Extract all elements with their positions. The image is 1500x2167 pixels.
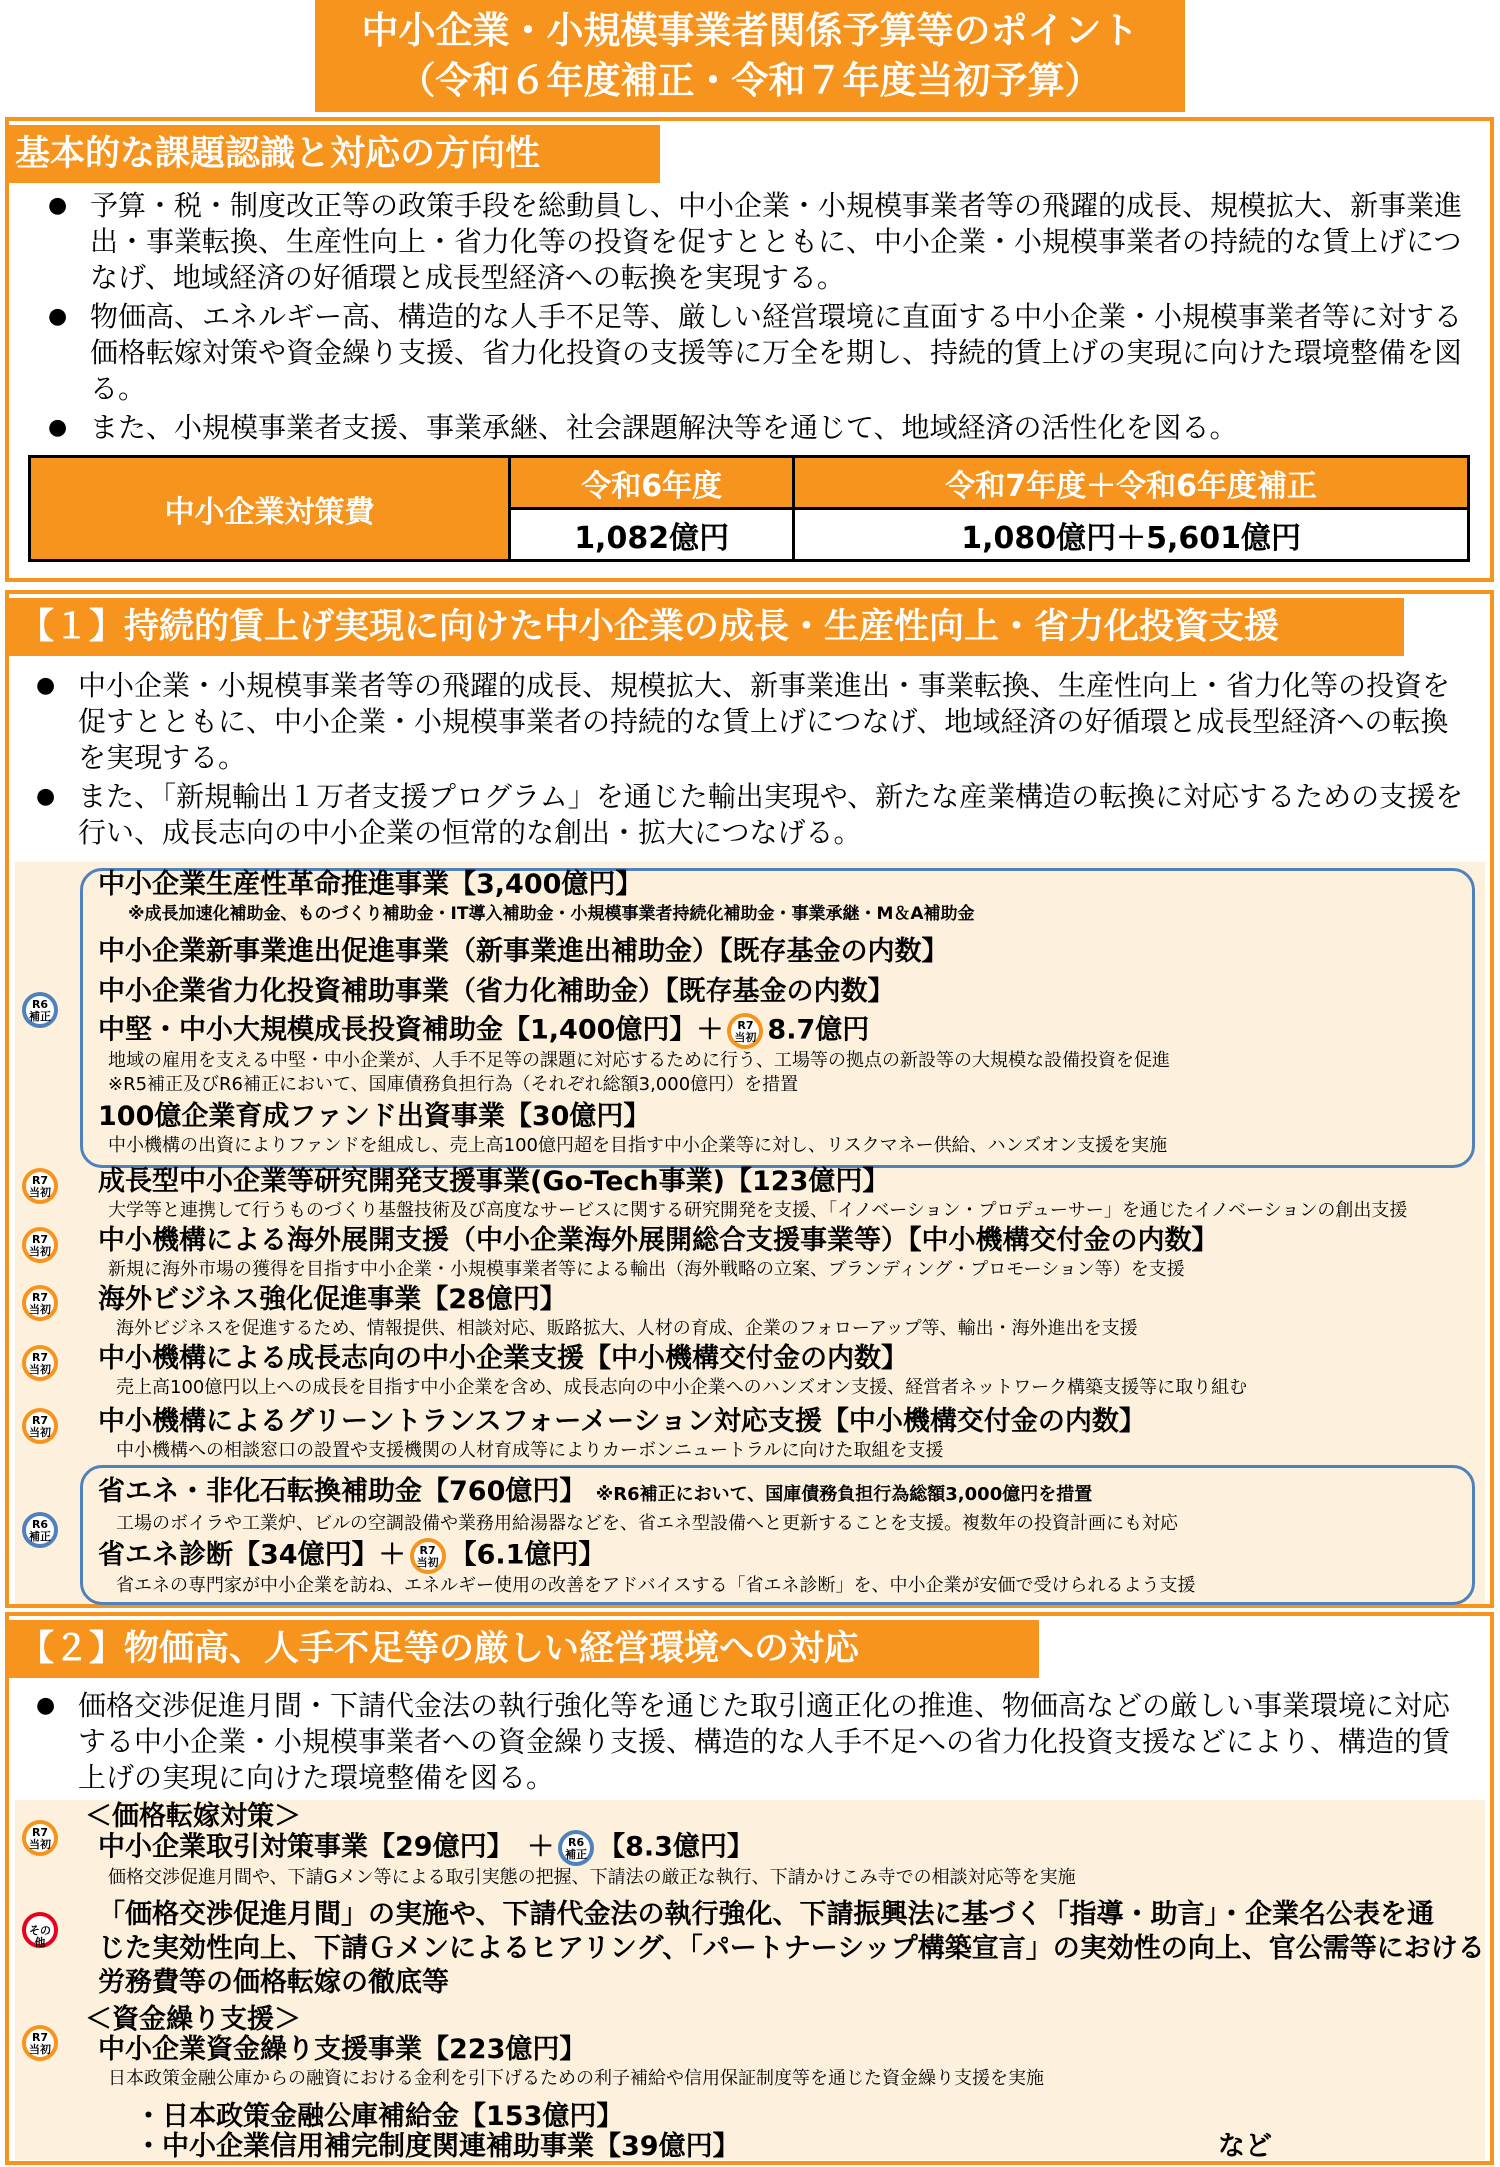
item-fund bbox=[98, 1100, 1167, 1158]
budget-col2-head: 令和7年度＋令和6年度補正 bbox=[794, 457, 1469, 509]
etc-label: など bbox=[1218, 2131, 1272, 2162]
r7-badge: R7 当初 bbox=[22, 1345, 58, 1381]
basic-bullets bbox=[40, 188, 1470, 449]
item-desc: 大学等と連携して行うものづくり基盤技術及び高度なサービスに関する研究開発を支援、「イノベーション・プロデューサー」を通じたイノベーションの創出支援 bbox=[108, 1200, 1408, 1221]
item-title: 中小企業取引対策事業【29億円】 ＋ bbox=[98, 1831, 555, 1863]
basic-heading: 基本的な課題認識と対応の方向性 bbox=[5, 125, 660, 183]
item-title: 中小企業資金繰り支援事業【223億円】 bbox=[98, 2034, 587, 2065]
budget-row-label: 中小企業対策費 bbox=[30, 457, 510, 561]
item-desc: 価格交渉促進月間や、下請Gメン等による取引実態の把握、下請法の厳正な執行、下請かけこみ寺での相談対応等を実施 bbox=[108, 1867, 1076, 1888]
item-desc: 売上高100億円以上への成長を目指す中小企業を含め、成長志向の中小企業へのハンズオン支援、経営者ネットワーク構築支援等に取り組む bbox=[116, 1377, 1248, 1398]
item-title-extra: 8.7億円 bbox=[767, 1014, 870, 1046]
budget-table bbox=[28, 455, 1470, 562]
item-energy-diagnosis bbox=[98, 1538, 1195, 1598]
sub-item-credit: ・中小企業信用補完制度関連補助事業【39億円】 bbox=[135, 2131, 740, 2162]
item-desc: 地域の雇用を支える中堅・中小企業が、人手不足等の課題に対応するために行う、工場等の拠点の新設等の大規模な設備投資を促進 bbox=[108, 1050, 1170, 1071]
item-title: 中小機構によるグリーントランスフォーメーション対応支援【中小機構交付金の内数】 bbox=[98, 1406, 1146, 1437]
item-transaction-measures bbox=[98, 1830, 1076, 1890]
item-title-extra: 【6.1億円】 bbox=[449, 1539, 606, 1571]
section1-bullet: ● また、「新規輸出１万者支援プログラム」を通じた輸出実現や、新たな産業構造の転換に対応するための支援を行い、成長志向の中小企業の恒常的な創出・拡大につなげる。 bbox=[28, 779, 1473, 851]
r7-badge: R7 当初 bbox=[22, 1168, 58, 1204]
category-financing: ＜資金繰り支援＞ bbox=[85, 2004, 301, 2035]
item-desc: 新規に海外市場の獲得を目指す中小企業・小規模事業者等による輸出（海外戦略の立案、ブランディング・プロモーション等）を支援 bbox=[108, 1259, 1185, 1280]
item-note: ※成長加速化補助金、ものづくり補助金・IT導入補助金・小規模事業者持続化補助金・事業承継・M＆A補助金 bbox=[128, 904, 975, 924]
item-gx bbox=[98, 1405, 1146, 1463]
budget-col1-head: 令和6年度 bbox=[510, 457, 794, 509]
item-new-business: 中小企業新事業進出促進事業（新事業進出補助金）【既存基金の内数】 bbox=[98, 936, 949, 967]
title-line2: （令和６年度補正・令和７年度当初予算） bbox=[398, 59, 1102, 102]
section1-heading: 【１】持続的賃上げ実現に向けた中小企業の成長・生産性向上・省力化投資支援 bbox=[9, 598, 1404, 656]
item-gotech bbox=[98, 1165, 1407, 1223]
r7-badge: R7 当初 bbox=[22, 2025, 58, 2061]
item-note: ※R6補正において、国庫債務負担行為総額3,000億円を措置 bbox=[595, 1484, 1093, 1505]
r7-badge: R7 当初 bbox=[22, 1408, 58, 1444]
item-note: ※R5補正及びR6補正において、国庫債務負担行為（それぞれ総額3,000億円）を措置 bbox=[108, 1074, 799, 1095]
item-overseas bbox=[98, 1224, 1219, 1282]
item-desc: 中小機構への相談窓口の設置や支援機関の人材育成等によりカーボンニュートラルに向けた取組を支援 bbox=[116, 1440, 944, 1461]
item-productivity bbox=[98, 868, 975, 926]
item-energy-saving-subsidy bbox=[98, 1475, 1178, 1536]
item-title: 省エネ・非化石転換補助金【760億円】 bbox=[98, 1476, 587, 1507]
item-overseas-business bbox=[98, 1283, 1138, 1341]
basic-bullet: ● 物価高、エネルギー高、構造的な人手不足等、厳しい経営環境に直面する中小企業・小規模事業者等に対する価格転嫁対策や資金繰り支援、省力化投資の支援等に万全を期し、持続的賃上げの実現に向けた環境整備を図る。 bbox=[40, 299, 1470, 407]
r7-badge: R7 当初 bbox=[410, 1538, 446, 1574]
item-title: 中小企業生産性革命推進事業【3,400億円】 bbox=[98, 869, 643, 900]
item-growth-investment bbox=[98, 1013, 1170, 1097]
item-desc: 日本政策金融公庫からの融資における金利を引下げるための利子補給や信用保証制度等を通じた資金繰り支援を実施 bbox=[108, 2068, 1044, 2089]
r6-badge: R6 補正 bbox=[558, 1830, 594, 1866]
r7-badge: R7 当初 bbox=[727, 1013, 763, 1049]
item-desc: 中小機構の出資によりファンドを組成し、売上高100億円超を目指す中小企業等に対し、リスクマネー供給、ハンズオン支援を実施 bbox=[108, 1135, 1168, 1156]
item-title: 成長型中小企業等研究開発支援事業(Go-Tech事業)【123億円】 bbox=[98, 1166, 890, 1197]
section2-bullets bbox=[28, 1688, 1473, 1799]
section1-bullets bbox=[28, 668, 1473, 854]
basic-bullet: ● 予算・税・制度改正等の政策手段を総動員し、中小企業・小規模事業者等の飛躍的成長、規模拡大、新事業進出・事業転換、生産性向上・省力化等の投資を促すとともに、中小企業・小規模事業者の持続的な賃上げにつなげ、地域経済の好循環と成長型経済への転換を実現する。 bbox=[40, 188, 1470, 296]
basic-bullet: ● また、小規模事業者支援、事業承継、社会課題解決等を通じて、地域経済の活性化を図る。 bbox=[40, 410, 1470, 446]
item-desc: 工場のボイラや工業炉、ビルの空調設備や業務用給湯器などを、省エネ型設備へと更新することを支援。複数年の投資計画にも対応 bbox=[116, 1513, 1178, 1534]
item-labor-saving: 中小企業省力化投資補助事業（省力化補助金）【既存基金の内数】 bbox=[98, 976, 895, 1007]
item-title: 省エネ診断【34億円】＋ bbox=[98, 1539, 406, 1571]
page-title bbox=[315, 0, 1185, 112]
sub-item-jfc: ・日本政策金融公庫補給金【153億円】 bbox=[135, 2101, 624, 2132]
other-line: 「価格交渉促進月間」の実施や、下請代金法の執行強化、下請振興法に基づく「指導・助言」・企業名公表を通 bbox=[98, 1899, 1434, 1930]
r7-badge: R7 当初 bbox=[22, 1227, 58, 1263]
section2-bullet: ● 価格交渉促進月間・下請代金法の執行強化等を通じた取引適正化の推進、物価高などの厳しい事業環境に対応する中小企業・小規模事業者への資金繰り支援、構造的な人手不足への省力化投資支援などにより、構造的賃上げの実現に向けた環境整備を図る。 bbox=[28, 1688, 1473, 1796]
section1-bullet: ● 中小企業・小規模事業者等の飛躍的成長、規模拡大、新事業進出・事業転換、生産性向上・省力化等の投資を促すとともに、中小企業・小規模事業者の持続的な賃上げにつなげ、地域経済の好循環と成長型経済への転換を実現する。 bbox=[28, 668, 1473, 776]
r7-badge: R7 当初 bbox=[22, 1820, 58, 1856]
item-title: 海外ビジネス強化促進事業【28億円】 bbox=[98, 1284, 567, 1315]
item-title-extra: 【8.3億円】 bbox=[598, 1831, 754, 1863]
section2-heading: 【２】物価高、人手不足等の厳しい経営環境への対応 bbox=[9, 1620, 1039, 1678]
other-line: じた実効性向上、下請Ｇメンによるヒアリング、「パートナーシップ構築宣言」の実効性の向上、官公需等における bbox=[98, 1933, 1485, 1964]
item-title: 100億企業育成ファンド出資事業【30億円】 bbox=[98, 1101, 651, 1132]
r7-badge: R7 当初 bbox=[22, 1285, 58, 1321]
item-title: 中堅・中小大規模成長投資補助金【1,400億円】＋ bbox=[98, 1014, 724, 1046]
item-desc: 省エネの専門家が中小企業を訪ね、エネルギー使用の改善をアドバイスする「省エネ診断」を、中小企業が安価で受けられるよう支援 bbox=[116, 1575, 1196, 1596]
r6-badge: R6 補正 bbox=[22, 1512, 58, 1548]
item-other-measures bbox=[98, 1898, 1485, 2000]
item-financing-support bbox=[98, 2033, 1044, 2091]
budget-col1-value: 1,082億円 bbox=[510, 509, 794, 561]
item-title: 中小機構による海外展開支援（中小企業海外展開総合支援事業等）【中小機構交付金の内数】 bbox=[98, 1225, 1219, 1256]
title-line1: 中小企業・小規模事業者関係予算等のポイント bbox=[361, 9, 1139, 52]
item-desc: 海外ビジネスを促進するため、情報提供、相談対応、販路拡大、人材の育成、企業のフォローアップ等、輸出・海外進出を支援 bbox=[116, 1318, 1138, 1339]
budget-col2-value: 1,080億円＋5,601億円 bbox=[794, 509, 1469, 561]
other-line: 労務費等の価格転嫁の徹底等 bbox=[98, 1967, 449, 1998]
category-price-pass-through: ＜価格転嫁対策＞ bbox=[85, 1801, 301, 1832]
r6-badge: R6 補正 bbox=[22, 992, 58, 1028]
other-badge: その他 bbox=[22, 1912, 58, 1948]
item-title: 中小機構による成長志向の中小企業支援【中小機構交付金の内数】 bbox=[98, 1343, 908, 1374]
item-growth-oriented bbox=[98, 1342, 1247, 1400]
